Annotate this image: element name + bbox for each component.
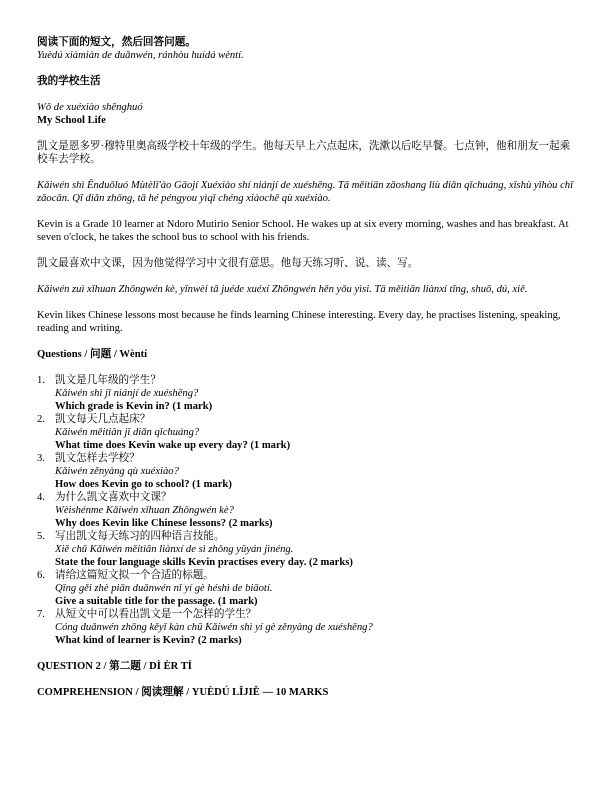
question-7: 7. 从短文中可以看出凯文是一个怎样的学生？ Cóng duǎnwén zhōng kěyǐ kàn chū Kǎiwén shì yí gè zěnyàng de xuéshēng? What kind of learner is Kevin? (2 marks) bbox=[37, 609, 373, 646]
question-1: 1. 凯文是几年级的学生？ Kǎiwén shì jǐ niánjí de xuéshēng? Which grade is Kevin in? (1 mark) bbox=[37, 375, 213, 412]
questions-list bbox=[37, 374, 578, 647]
instruction-pinyin: Yuèdú xiàmiàn de duǎnwén, ránhòu huídá wèntí. bbox=[37, 50, 244, 61]
paragraph-2-pinyin: Kǎiwén zuì xǐhuan Zhōngwén kè, yīnwèi tā juéde xuéxí Zhōngwén hěn yǒu yìsi. Tā měitiān liànxí tīng, shuō, dú, xiě. bbox=[37, 284, 528, 295]
question-5: 5. 写出凯文每天练习的四种语言技能。 Xiě chū Kǎiwén měitiān liànxí de sì zhǒng yǔyán jìnéng. State the four language skills Kevin practises every day. (2 marks) bbox=[37, 531, 353, 568]
question-4: 4. 为什么凯文喜欢中文课？ Wèishénme Kǎiwén xǐhuan Zhōngwén kè? Why does Kevin like Chinese lessons? (2 marks) bbox=[37, 492, 273, 529]
comprehension-heading: COMPREHENSION / 阅读理解 / YUÈDÚ LǏJIĚ — 10 MARKS bbox=[37, 687, 329, 698]
questions-heading: Questions / 问题 / Wèntí bbox=[37, 349, 148, 360]
question-3: 3. 凯文怎样去学校？ Kǎiwén zěnyàng qù xuéxiào? How does Kevin go to school? (1 mark) bbox=[37, 453, 232, 490]
passage-title-pinyin: Wǒ de xuéxiào shēnghuó bbox=[37, 102, 143, 113]
paragraph-1-zh: 凯文是恩多罗·穆特里奥高级学校十年级的学生。他每天早上六点起床，洗漱以后吃早餐。七点钟，他和朋友一起乘校车去学校。 bbox=[37, 141, 571, 165]
paragraph-2-en: Kevin likes Chinese lessons most because he finds learning Chinese interesting. Every day, he practises listening, speaking, reading and writing. bbox=[37, 310, 561, 334]
instruction-zh: 阅读下面的短文，然后回答问题。 bbox=[37, 37, 196, 48]
paragraph-1-en: Kevin is a Grade 10 learner at Ndoro Mutirio Senior School. He wakes up at six every morning, washes and has breakfast. At seven o'clock, he takes the school bus to school with his friends. bbox=[37, 219, 569, 243]
passage-title-en: My School Life bbox=[37, 115, 106, 126]
section-2-heading: QUESTION 2 / 第二题 / DÌ ÈR TÍ bbox=[37, 661, 192, 672]
question-6: 6. 请给这篇短文拟一个合适的标题。 Qǐng gěi zhè piān duǎnwén nǐ yí gè héshì de biāotí. Give a suitable title for the passage. (1 mark) bbox=[37, 570, 273, 607]
paragraph-1-pinyin: Kǎiwén shì Ēnduōluó Mùtèlǐ'ào Gāojí Xuéxiào shí niánjí de xuéshēng. Tā měitiān zǎoshang liù diǎn qǐchuáng, xǐshù yǐhòu chī zǎocān. Qī diǎn zhōng, tā hé péngyou yìqǐ chéng xiàochē qù xuéxiào. bbox=[37, 180, 574, 204]
paragraph-2-zh: 凯文最喜欢中文课，因为他觉得学习中文很有意思。他每天练习听、说、读、写。 bbox=[37, 258, 419, 269]
passage-title-zh: 我的学校生活 bbox=[37, 76, 101, 87]
question-2: 2. 凯文每天几点起床？ Kǎiwén měitiān jǐ diǎn qǐchuáng? What time does Kevin wake up every day? (1 mark) bbox=[37, 414, 291, 451]
